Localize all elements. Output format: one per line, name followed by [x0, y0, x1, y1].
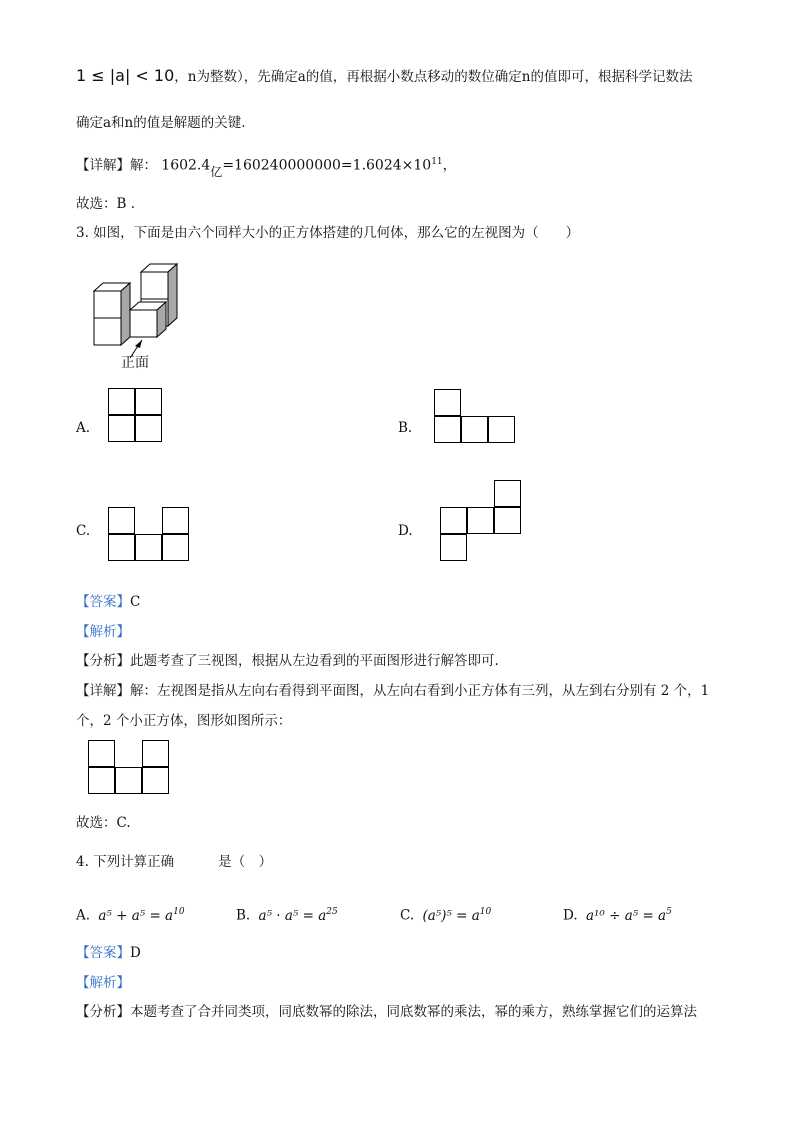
q4-option-label: B. — [236, 907, 251, 924]
abs-a-formula: 1 ≤ |a| < 10 — [76, 66, 175, 85]
grid-cell — [494, 480, 521, 507]
q4-stem-part2: 是（ ） — [218, 854, 273, 870]
q3-option-c-label: C. — [76, 523, 91, 539]
q4-option-expr: a¹⁰ ÷ a⁵ = a — [585, 907, 667, 924]
q4-option-exp: 10 — [479, 907, 492, 917]
grid-cell — [115, 767, 142, 794]
q4-option-label: C. — [400, 907, 415, 924]
grid-cell — [88, 767, 115, 794]
grid-cell — [434, 389, 461, 416]
detail-formula-exp: 11 — [431, 157, 443, 167]
q4-stem-part1: 4. 下列计算正确 — [76, 854, 175, 870]
q4-option-exp: 5 — [666, 907, 672, 917]
grid-cell — [440, 534, 467, 561]
analysis-text: 此题考查了三视图，根据从左边看到的平面图形进行解答即可. — [130, 653, 499, 669]
grid-cell — [142, 767, 169, 794]
detail-text: 解：左视图是指从左向右看得到平面图，从左向右看到小正方体有三列，从左到右分别有 2 个，1 — [130, 683, 710, 699]
prev-line-1-text: ，n为整数），先确定a的值，再根据小数点移动的数位确定n的值即可，根据科学记数法 — [174, 69, 693, 85]
grid-cell — [108, 388, 135, 415]
q4-analysis-line — [76, 1002, 697, 1022]
q3-option-a-label: A. — [76, 420, 91, 436]
q4-option-b — [236, 902, 338, 926]
analysis-sub-tag: 【分析】 — [76, 1004, 130, 1020]
prev-line-2: 确定a和n的值是解题的关键. — [76, 115, 246, 131]
grid-cell — [440, 507, 467, 534]
grid-cell — [135, 534, 162, 561]
front-label: 正面 — [121, 355, 149, 371]
q4-option-expr: a⁵ · a⁵ = a — [258, 907, 327, 924]
grid-cell — [108, 507, 135, 534]
grid-cell — [135, 388, 162, 415]
grid-cell — [135, 415, 162, 442]
grid-cell — [108, 415, 135, 442]
answer-value: C — [130, 594, 141, 610]
q3-choice-line: 故选：C. — [76, 815, 131, 831]
q4-option-label: A. — [76, 907, 91, 924]
answer-value: D — [130, 945, 141, 961]
detail-formula-unit: 亿 — [210, 164, 223, 179]
grid-cell — [494, 507, 521, 534]
answer-tag: 【答案】 — [76, 594, 130, 610]
grid-cell — [488, 416, 515, 443]
detail-formula-b: =160240000000=1.6024×10 — [222, 157, 432, 174]
grid-cell — [434, 416, 461, 443]
grid-cell — [108, 534, 135, 561]
detail-formula-a: 1602.4 — [161, 157, 211, 174]
q4-option-c — [400, 902, 491, 926]
q4-option-label: D. — [563, 907, 578, 924]
q4-option-expr: a⁵ + a⁵ = a — [98, 907, 174, 924]
q3-answer-line — [76, 592, 140, 612]
q3-detail-line-1 — [76, 681, 709, 701]
prev-line-1 — [76, 66, 692, 87]
analysis-sub-tag: 【分析】 — [76, 653, 130, 669]
grid-cell — [461, 416, 488, 443]
grid-cell — [467, 507, 494, 534]
prev-choice-line: 故选：B . — [76, 196, 136, 212]
middle-front-cube — [130, 302, 166, 337]
detail-tag: 【详解】 — [76, 683, 130, 699]
q3-analysis-tag: 【解析】 — [76, 624, 130, 640]
q4-option-d — [563, 902, 672, 926]
grid-cell — [162, 534, 189, 561]
q4-option-exp: 25 — [326, 907, 338, 917]
detail-tag: 【详解】 — [76, 157, 130, 174]
q4-option-exp: 10 — [173, 907, 185, 917]
grid-cell — [162, 507, 189, 534]
q3-detail-line-2: 个，2 个小正方体，图形如图所示： — [76, 713, 292, 729]
q4-option-expr: (a⁵)⁵ = a — [422, 907, 480, 924]
q3-option-d-label: D. — [398, 523, 413, 539]
answer-tag: 【答案】 — [76, 945, 130, 961]
q3-analysis-line — [76, 651, 499, 671]
analysis-text: 本题考查了合并同类项，同底数幂的除法，同底数幂的乘法，幂的乘方，熟练掌握它们的运算法 — [130, 1004, 697, 1020]
detail-text: 解： — [130, 157, 157, 174]
grid-cell — [88, 740, 115, 767]
prev-detail-line — [76, 152, 457, 179]
grid-cell — [142, 740, 169, 767]
q4-answer-line — [76, 943, 141, 963]
q3-stem: 3. 如图，下面是由六个同样大小的正方体搭建的几何体，那么它的左视图为（ ） — [76, 225, 580, 241]
detail-formula-end: ， — [442, 157, 457, 174]
left-column-cubes — [94, 283, 130, 345]
q4-option-a — [76, 902, 185, 926]
q3-option-b-label: B. — [398, 420, 413, 436]
q4-analysis-tag: 【解析】 — [76, 975, 130, 991]
q4-stem — [76, 852, 272, 872]
